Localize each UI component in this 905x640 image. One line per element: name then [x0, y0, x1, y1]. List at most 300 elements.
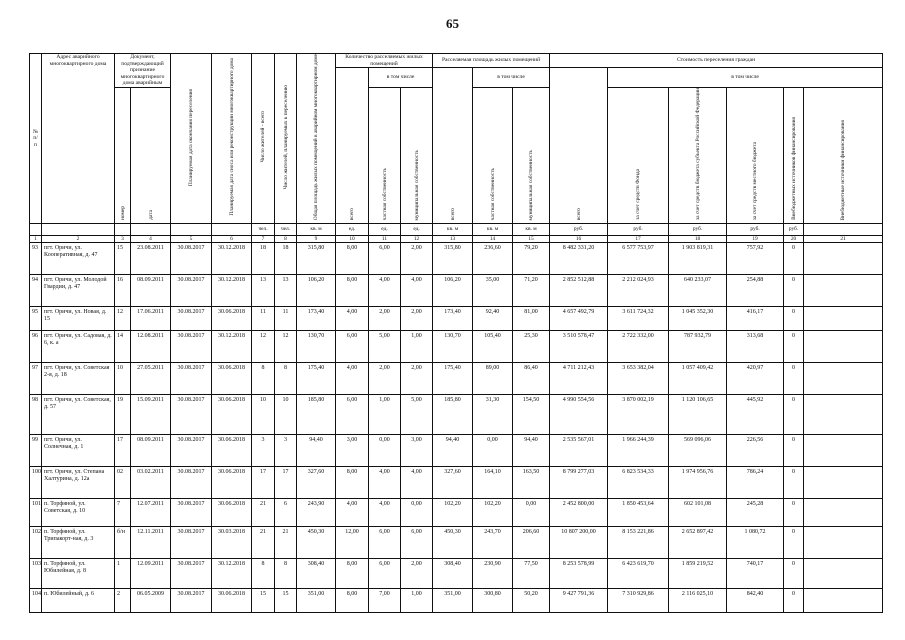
unit-cell [804, 223, 883, 235]
table-cell: 06.05.2009 [131, 588, 171, 612]
table-cell: 17 [275, 466, 297, 498]
table-cell: 3 653 382,04 [608, 362, 669, 394]
table-row [30, 434, 883, 466]
table-cell: 93 [30, 242, 42, 274]
unit-cell: руб. [669, 223, 727, 235]
table-cell: 315,80 [297, 242, 336, 274]
column-number-cell: 1 [30, 235, 42, 242]
table-cell: 2,00 [401, 558, 433, 588]
column-number-cell: 15 [513, 235, 550, 242]
unit-cell: кв. м [513, 223, 550, 235]
unit-cell [30, 223, 42, 235]
table-cell: 757,92 [727, 242, 784, 274]
table-cell: 0,00 [513, 498, 550, 526]
column-number-cell: 21 [804, 235, 883, 242]
table-cell: 640 233,07 [669, 274, 727, 306]
header-cost-incl: в том числе [608, 68, 883, 88]
table-cell: 8 [252, 558, 275, 588]
table-cell: 30.08.2017 [171, 242, 212, 274]
table-cell: 351,00 [297, 588, 336, 612]
column-number-cell: 2 [42, 235, 115, 242]
table-cell: 23.08.2011 [131, 242, 171, 274]
table-cell: 315,80 [433, 242, 473, 274]
table-cell: 17.06.2011 [131, 306, 171, 330]
table-cell: 8,00 [336, 466, 369, 498]
table-cell: 4,00 [369, 274, 401, 306]
table-cell: 12.09.2011 [131, 558, 171, 588]
table-cell: 4,00 [401, 274, 433, 306]
table-cell: 30.08.2017 [171, 274, 212, 306]
table-cell: 1 045 352,30 [669, 306, 727, 330]
table-cell [804, 362, 883, 394]
header-extra-sources: Внебюджетных источников финансирования [790, 117, 797, 221]
column-number-cell: 19 [727, 235, 784, 242]
table-cell: 0,00 [369, 434, 401, 466]
table-cell: 163,50 [513, 466, 550, 498]
table-cell: 0,00 [401, 498, 433, 526]
table-cell: 243,70 [473, 526, 513, 558]
table-cell: 30.06.2018 [212, 588, 252, 612]
header-area-private: частная собственность [489, 167, 496, 221]
header-count-incl: в том числе [369, 68, 433, 88]
column-number-cell: 10 [336, 235, 369, 242]
table-cell: 226,56 [727, 434, 784, 466]
header-doc-date: дата [147, 210, 154, 221]
table-row [30, 526, 883, 558]
column-number-cell: 6 [212, 235, 252, 242]
header-count-private: частная собственность [381, 167, 388, 221]
table-cell: 101 [30, 498, 42, 526]
header-fund-money: за счет средств Фонда [635, 169, 642, 221]
table-cell: 313,68 [727, 330, 784, 362]
table-cell: 96 [30, 330, 42, 362]
table-cell: 0 [784, 434, 804, 466]
address-cell: пгт. Оричи, ул. Садовая, д. 6, к. а [42, 330, 115, 362]
table-cell: 94 [30, 274, 42, 306]
table-cell: 6 823 534,33 [608, 466, 669, 498]
table-cell: 9 427 791,36 [550, 588, 608, 612]
column-number-cell: 5 [171, 235, 212, 242]
table-cell: 8 [275, 558, 297, 588]
table-cell: 3 [252, 434, 275, 466]
table-cell: 30.12.2018 [212, 558, 252, 588]
table-cell: 8 [252, 362, 275, 394]
table-cell: 30.08.2017 [171, 466, 212, 498]
table-cell: 15 [115, 242, 131, 274]
table-cell: 10 807 200,00 [550, 526, 608, 558]
table-cell: 30.06.2018 [212, 498, 252, 526]
table-cell: 4,00 [369, 466, 401, 498]
table-cell: 95 [30, 306, 42, 330]
table-cell: 2,00 [401, 306, 433, 330]
unit-cell: чел. [275, 223, 297, 235]
table-cell: 2 [115, 588, 131, 612]
table-cell: 102,20 [433, 498, 473, 526]
table-cell: 13 [275, 274, 297, 306]
table-cell: 30.12.2018 [212, 274, 252, 306]
table-cell: 12,00 [336, 526, 369, 558]
table-cell: 30.08.2017 [171, 306, 212, 330]
table-cell: 130,70 [297, 330, 336, 362]
column-number-cell: 16 [550, 235, 608, 242]
page-number: 65 [446, 16, 459, 31]
address-cell: пгт. Оричи, ул. Кооперативная, д. 47 [42, 242, 115, 274]
header-extra-sources-2: Внебюджетные источники финансирования [840, 119, 847, 221]
unit-cell: чел. [252, 223, 275, 235]
table-cell: 30.08.2017 [171, 362, 212, 394]
table-cell [804, 558, 883, 588]
table-cell: 99 [30, 434, 42, 466]
table-cell: 236,60 [473, 242, 513, 274]
table-cell: 8 482 331,20 [550, 242, 608, 274]
table-cell: 10 [275, 394, 297, 434]
table-cell: 3,00 [401, 434, 433, 466]
table-cell: 0 [784, 394, 804, 434]
table-cell: 21 [252, 498, 275, 526]
table-cell: 21 [275, 526, 297, 558]
table-cell: 4,00 [401, 466, 433, 498]
address-cell: пгт. Оричи, ул. Молодой Гвардии, д. 47 [42, 274, 115, 306]
table-cell [804, 330, 883, 362]
table-cell: 12.08.2011 [131, 330, 171, 362]
table-cell: 15 [252, 588, 275, 612]
table-cell: 6,00 [369, 526, 401, 558]
table-cell: 0 [784, 588, 804, 612]
table-cell: 10 [252, 394, 275, 434]
table-cell: 8,00 [336, 558, 369, 588]
table-cell: 12 [252, 330, 275, 362]
table-cell: 1 [115, 558, 131, 588]
table-row [30, 498, 883, 526]
table-cell: 3,00 [336, 434, 369, 466]
table-row [30, 330, 883, 362]
column-number-cell: 11 [369, 235, 401, 242]
table-cell: 27.05.2011 [131, 362, 171, 394]
table-cell: 7 310 929,86 [608, 588, 669, 612]
table-cell: 602 101,08 [669, 498, 727, 526]
table-cell: 1 120 106,65 [669, 394, 727, 434]
column-number-cell: 20 [784, 235, 804, 242]
table-cell: 2 452 800,00 [550, 498, 608, 526]
table-cell: 0 [784, 526, 804, 558]
header-count-municipal: муниципальная собственность [413, 149, 420, 221]
table-cell: 97 [30, 362, 42, 394]
table-cell: 100 [30, 466, 42, 498]
table-cell: 11 [275, 306, 297, 330]
column-number-cell: 17 [608, 235, 669, 242]
table-cell: 5,00 [369, 330, 401, 362]
table-cell: 94,40 [297, 434, 336, 466]
header-count-total: всего [349, 208, 356, 221]
table-cell: 31,30 [473, 394, 513, 434]
table-cell: 327,60 [433, 466, 473, 498]
table-cell: 420,97 [727, 362, 784, 394]
table-cell: 18 [252, 242, 275, 274]
table-cell: 2 722 332,00 [608, 330, 669, 362]
table-cell: 102 [30, 526, 42, 558]
table-cell: 2 652 897,42 [669, 526, 727, 558]
header-cost-group: Стоимость переселения граждан [550, 54, 883, 68]
column-number-cell: 8 [275, 235, 297, 242]
table-cell: 10 [115, 362, 131, 394]
table-cell: 351,00 [433, 588, 473, 612]
table-cell: 98 [30, 394, 42, 434]
table-cell: 173,40 [433, 306, 473, 330]
table-cell: 327,60 [297, 466, 336, 498]
header-doc: Документ, подтверждающий признание многоквартирного дома аварийным [115, 54, 171, 88]
table-cell: 2 852 512,88 [550, 274, 608, 306]
header-planned-demolition-date: Планируемая дата сноса или реконструкции многоквартирного дома [228, 58, 235, 216]
table-cell: 154,50 [513, 394, 550, 434]
table-cell: 300,80 [473, 588, 513, 612]
column-number-cell: 12 [401, 235, 433, 242]
table-cell: 30.12.2018 [212, 242, 252, 274]
table-cell: 1 057 409,42 [669, 362, 727, 394]
table-row [30, 242, 883, 274]
table-cell: 3 [275, 434, 297, 466]
table-cell [804, 588, 883, 612]
table-cell: 2 535 567,01 [550, 434, 608, 466]
table-row [30, 274, 883, 306]
table-cell: 1 850 453,64 [608, 498, 669, 526]
header-doc-number: номер [119, 206, 126, 221]
table-cell: 4 990 554,56 [550, 394, 608, 434]
table-cell [804, 242, 883, 274]
table-cell: 4 711 212,43 [550, 362, 608, 394]
unit-cell: руб. [608, 223, 669, 235]
address-cell: пгт. Оричи, ул. Советская 2-я, д. 18 [42, 362, 115, 394]
table-cell: 8,00 [336, 274, 369, 306]
table-cell: 6 577 753,97 [608, 242, 669, 274]
table-cell: 30.06.2018 [212, 394, 252, 434]
table-cell: 19 [115, 394, 131, 434]
unit-cell: кв. м [473, 223, 513, 235]
table-cell: 77,50 [513, 558, 550, 588]
table-cell: 0,00 [473, 434, 513, 466]
table-cell: 0 [784, 362, 804, 394]
address-cell: пгт. Оричи, ул. Солнечная, д. 1 [42, 434, 115, 466]
unit-cell [42, 223, 115, 235]
table-cell: 164,10 [473, 466, 513, 498]
unit-cell: руб. [784, 223, 804, 235]
unit-cell [115, 223, 131, 235]
header-regional-budget: за счет средств бюджета субъекта Российской Федерации [694, 88, 701, 221]
table-body [30, 223, 883, 612]
header-planned-relocation-date: Планируемая дата окончания переселения [188, 88, 195, 186]
table-cell: 243,90 [297, 498, 336, 526]
address-cell: п. Торфяной, ул. Юбилейная, д. 8 [42, 558, 115, 588]
table-cell: 2,00 [369, 362, 401, 394]
table-cell [804, 498, 883, 526]
table-cell: 206,60 [513, 526, 550, 558]
table-cell: 106,20 [433, 274, 473, 306]
header-area-incl: в том числе [473, 68, 550, 88]
table-cell: 569 096,06 [669, 434, 727, 466]
table-cell: 185,80 [433, 394, 473, 434]
table-cell: 1,00 [401, 588, 433, 612]
header-residents-planned: Число жителей, планируемых к переселению [282, 85, 289, 190]
column-number-cell: 3 [115, 235, 131, 242]
table-cell: 445,92 [727, 394, 784, 434]
header-local-budget: за счет средств местного бюджета [752, 141, 759, 221]
table-cell [804, 306, 883, 330]
table-cell: 308,40 [433, 558, 473, 588]
table-cell: 4,00 [336, 306, 369, 330]
table-cell [804, 394, 883, 434]
table-row [30, 466, 883, 498]
table-cell: 6,00 [336, 330, 369, 362]
units-row [30, 223, 883, 235]
table-cell: 8 153 221,86 [608, 526, 669, 558]
address-cell: пгт. Оричи, ул. Советская, д. 57 [42, 394, 115, 434]
table-cell: 2 212 024,93 [608, 274, 669, 306]
column-number-row [30, 235, 883, 242]
column-number-cell: 7 [252, 235, 275, 242]
table-cell: 0 [784, 466, 804, 498]
header-total-area: Общая площадь жилых помещений в аварийном многоквартирном доме [313, 54, 320, 221]
table-cell: 2,00 [401, 362, 433, 394]
table-cell: 30.08.2017 [171, 588, 212, 612]
unit-cell: ед. [369, 223, 401, 235]
table-cell: 8,00 [336, 242, 369, 274]
relocation-register-table [29, 53, 883, 613]
column-number-cell: 9 [297, 235, 336, 242]
table-cell: 15 [275, 588, 297, 612]
table-cell: 1,00 [401, 330, 433, 362]
table-cell: 104 [30, 588, 42, 612]
unit-cell [212, 223, 252, 235]
table-cell: 175,40 [433, 362, 473, 394]
table-cell [804, 466, 883, 498]
table-cell: 30.06.2018 [212, 466, 252, 498]
table-cell: 3 870 002,19 [608, 394, 669, 434]
table-cell: 740,17 [727, 558, 784, 588]
table-cell: 1 974 956,76 [669, 466, 727, 498]
table-cell: 450,30 [297, 526, 336, 558]
table-cell: 254,88 [727, 274, 784, 306]
header-area-group: Расселяемая площадь жилых помещений [433, 54, 550, 68]
table-cell: 02 [115, 466, 131, 498]
table-cell: 14 [115, 330, 131, 362]
table-cell: 8,00 [336, 588, 369, 612]
table-row [30, 558, 883, 588]
table-cell: 30.06.2018 [212, 306, 252, 330]
header-count-group: Количество расселяемых жилых помещений [336, 54, 433, 68]
column-number-cell: 14 [473, 235, 513, 242]
table-row [30, 394, 883, 434]
table-cell: 7,00 [369, 588, 401, 612]
table-cell: 842,40 [727, 588, 784, 612]
table-cell: 0 [784, 330, 804, 362]
table-cell: 185,80 [297, 394, 336, 434]
table-cell: 3 611 724,32 [608, 306, 669, 330]
table-cell: 16 [115, 274, 131, 306]
table-cell: 12.11.2011 [131, 526, 171, 558]
table-cell: 450,30 [433, 526, 473, 558]
table-cell: 6,00 [369, 242, 401, 274]
table-cell: 1 859 219,52 [669, 558, 727, 588]
table-cell: 2 116 025,10 [669, 588, 727, 612]
table-cell: 13 [252, 274, 275, 306]
table-cell: 7 [115, 498, 131, 526]
column-number-cell: 18 [669, 235, 727, 242]
table-cell: 30.06.2018 [212, 362, 252, 394]
table-cell: 08.09.2011 [131, 434, 171, 466]
table-cell: 2,00 [401, 242, 433, 274]
table-cell: 12.07.2011 [131, 498, 171, 526]
table-cell: 18 [275, 242, 297, 274]
table-cell: б/н [115, 526, 131, 558]
table-cell: 81,00 [513, 306, 550, 330]
table-cell: 25,30 [513, 330, 550, 362]
table-cell: 1 966 244,39 [608, 434, 669, 466]
table-cell: 89,00 [473, 362, 513, 394]
address-cell: пгт. Оричи, ул. Новая, д. 15 [42, 306, 115, 330]
table-cell: 103 [30, 558, 42, 588]
unit-cell [131, 223, 171, 235]
table-cell: 0 [784, 242, 804, 274]
table-cell: 11 [252, 306, 275, 330]
table-cell: 6 [275, 498, 297, 526]
table-cell: 5,00 [401, 394, 433, 434]
table-cell: 175,40 [297, 362, 336, 394]
table-cell [804, 526, 883, 558]
table-cell: 3 510 578,47 [550, 330, 608, 362]
table-cell: 86,40 [513, 362, 550, 394]
table-cell: 4,00 [369, 498, 401, 526]
column-number-cell: 13 [433, 235, 473, 242]
table-cell: 1,00 [369, 394, 401, 434]
table-row [30, 588, 883, 612]
table-cell: 0 [784, 306, 804, 330]
table-cell: 1 903 819,31 [669, 242, 727, 274]
table-row [30, 362, 883, 394]
address-cell: пгт. Оричи, ул. Степана Халтурина, д. 12а [42, 466, 115, 498]
table-cell: 787 932,79 [669, 330, 727, 362]
table-cell: 0 [784, 498, 804, 526]
table-cell: 15.09.2011 [131, 394, 171, 434]
table-cell: 8 799 277,03 [550, 466, 608, 498]
table-cell: 4,00 [336, 498, 369, 526]
header-num: № п/п [30, 54, 42, 224]
table-cell: 71,20 [513, 274, 550, 306]
table-row [30, 306, 883, 330]
table-cell: 30.12.2018 [212, 330, 252, 362]
table-cell: 102,20 [473, 498, 513, 526]
header-area-total: всего [449, 208, 456, 221]
table-cell: 8 [275, 362, 297, 394]
table-cell: 416,17 [727, 306, 784, 330]
table-cell: 308,40 [297, 558, 336, 588]
unit-cell: ед. [401, 223, 433, 235]
table-cell: 30.08.2017 [171, 330, 212, 362]
table-cell: 30.06.2018 [212, 434, 252, 466]
unit-cell: руб. [550, 223, 608, 235]
table-cell: 08.09.2011 [131, 274, 171, 306]
table-cell: 0 [784, 274, 804, 306]
table-cell: 79,20 [513, 242, 550, 274]
table-cell: 30.08.2017 [171, 394, 212, 434]
table-cell: 94,40 [513, 434, 550, 466]
table-cell: 30.08.2017 [171, 498, 212, 526]
unit-cell: кв. м [433, 223, 473, 235]
table-cell: 30.08.2017 [171, 526, 212, 558]
table-cell: 106,20 [297, 274, 336, 306]
header-area-municipal: муниципальная собственность [528, 149, 535, 221]
unit-cell [171, 223, 212, 235]
table-cell: 17 [252, 466, 275, 498]
table-cell: 21 [252, 526, 275, 558]
